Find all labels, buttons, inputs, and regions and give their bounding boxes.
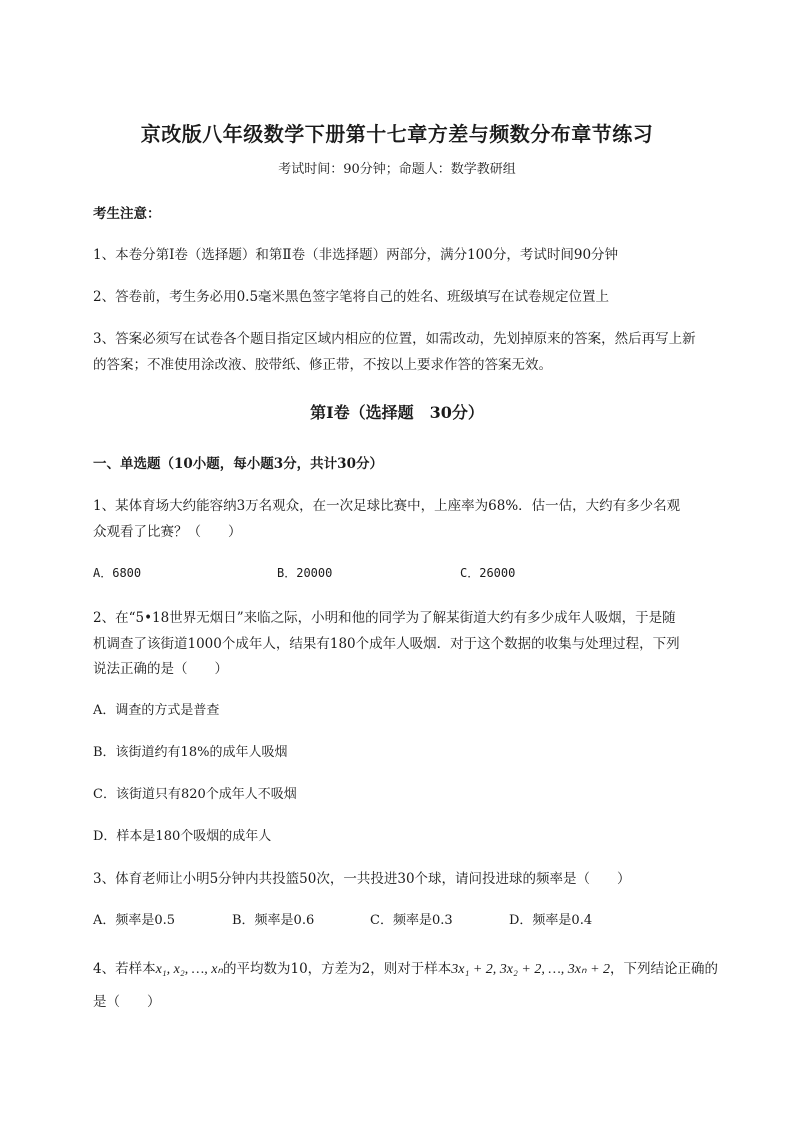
q4-sample-2: 3x₁ + 2, 3x₂ + 2, …, 3xₙ + 2 [451, 962, 611, 977]
q4-prefix: 4、若样本 [93, 961, 156, 977]
q2-option-a: A．调查的方式是普查 [93, 703, 220, 718]
q4-sample-1: x₁, x₂, …, xₙ [155, 962, 223, 977]
q2-option-b: B．该街道约有18%的成年人吸烟 [93, 745, 288, 760]
q2-line-1: 2、在“5•18世界无烟日”来临之际，小明和他的同学为了解某街道大约有多少成年人吸烟，于是随 [93, 610, 676, 626]
section-title: 第I卷（选择题 30分） [310, 403, 484, 422]
q3-option-d: D．频率是0.4 [509, 913, 593, 928]
exam-info: 考试时间：90分钟；命题人：数学教研组 [278, 162, 516, 177]
page-title: 京改版八年级数学下册第十七章方差与频数分布章节练习 [140, 122, 654, 146]
q3-option-c: C．频率是0.3 [370, 913, 453, 928]
q2-line-3: 说法正确的是（ ） [93, 661, 228, 677]
q2-option-c: C．该街道只有820个成年人不吸烟 [93, 787, 297, 802]
q1-option-c: C．26000 [460, 566, 516, 580]
q1-line-2: 众观看了比赛？（ ） [93, 524, 242, 540]
notice-item-2: 2、答卷前，考生务必用0.5毫米黑色签字笔将自己的姓名、班级填写在试卷规定位置上 [93, 289, 610, 305]
q4-suffix: ，下列结论正确的 [610, 961, 719, 977]
q2-option-d: D．样本是180个吸烟的成年人 [93, 829, 272, 844]
q4-line-2: 是（ ） [93, 994, 161, 1010]
notice-item-3-line-2: 的答案；不准使用涂改液、胶带纸、修正带，不按以上要求作答的答案无效。 [93, 357, 552, 373]
notice-item-1: 1、本卷分第I卷（选择题）和第Ⅱ卷（非选择题）两部分，满分100分，考试时间90分钟 [93, 247, 619, 263]
notice-heading: 考生注意： [93, 206, 161, 222]
q4-line-1 [93, 957, 719, 978]
q4-middle: 的平均数为10，方差为2，则对于样本 [223, 961, 452, 977]
q1-option-b: B．20000 [277, 566, 333, 580]
q1-line-1: 1、某体育场大约能容纳3万名观众，在一次足球比赛中，上座率为68%．估一估，大约有多少名观 [93, 498, 681, 514]
part-heading: 一、单选题（10小题，每小题3分，共计30分） [93, 456, 383, 472]
q1-option-a: A．6800 [93, 566, 142, 580]
q3-line-1: 3、体育老师让小明5分钟内共投篮50次，一共投进30个球，请问投进球的频率是（ ） [93, 871, 631, 887]
q2-line-2: 机调查了该街道1000个成年人，结果有180个成年人吸烟．对于这个数据的收集与处理过程，下列 [93, 636, 680, 652]
q3-option-a: A．频率是0.5 [93, 913, 176, 928]
q3-option-b: B．频率是0.6 [232, 913, 315, 928]
notice-item-3-line-1: 3、答案必须写在试卷各个题目指定区域内相应的位置，如需改动，先划掉原来的答案，然后再写上新 [93, 331, 696, 347]
